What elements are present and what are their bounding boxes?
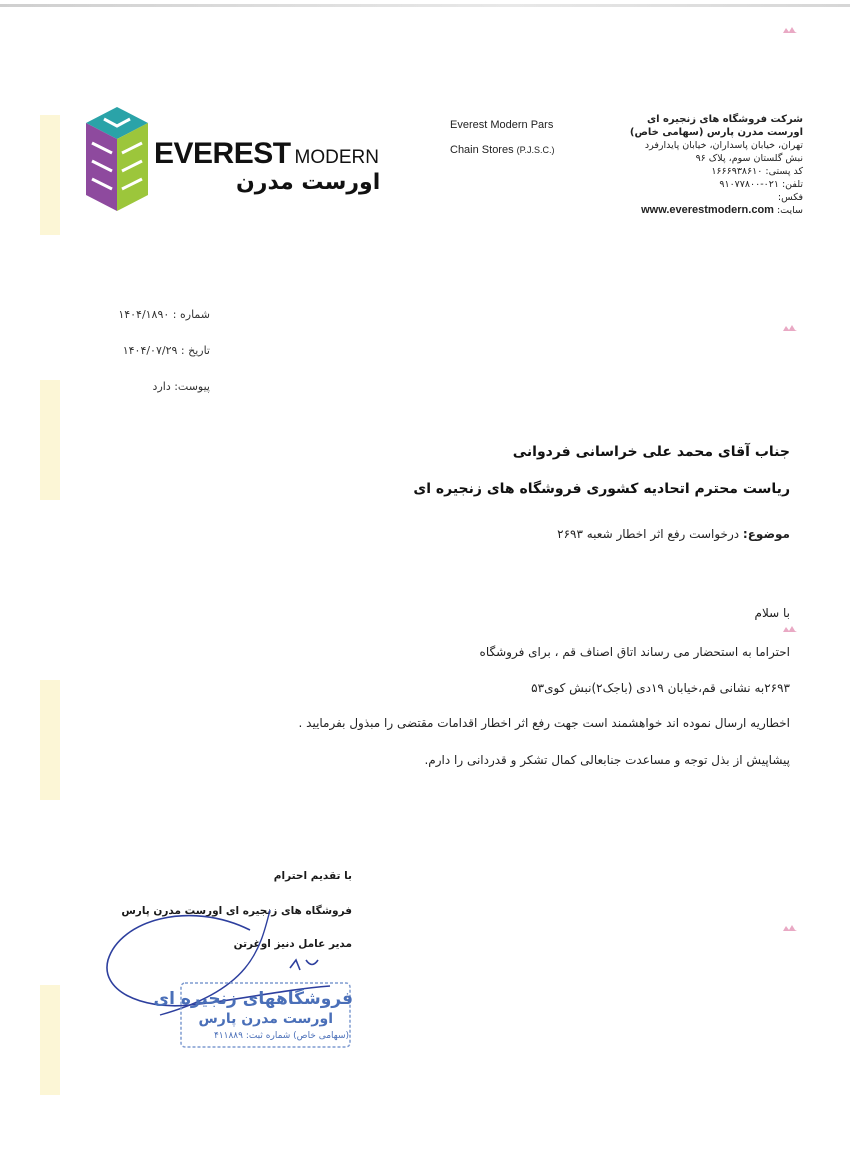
company-en-line2: Chain Stores (P.J.S.C.): [450, 144, 555, 156]
company-logo: [84, 105, 381, 215]
company-website: www.everestmodern.com: [641, 204, 774, 216]
body-paragraph-1: احتراما به استحضار می رساند اتاق اصناف قم ، برای فروشگاه: [479, 645, 790, 659]
company-postal-code: کد پستی: ۱۶۶۶۹۳۸۶۱۰: [711, 166, 803, 177]
stamp-line3: (سهامی خاص) شماره ثبت: ۴۱۱۸۸۹: [213, 1031, 349, 1041]
company-address-line1: تهران، خیابان پاسداران، خیابان پایدارفرد: [644, 140, 803, 151]
recipient-title: ریاست محترم اتحادیه کشوری فروشگاه های زنجیره ای: [413, 481, 790, 497]
company-address-line2: نبش گلستان سوم، پلاک ۹۶: [695, 153, 803, 164]
punch-mark-icon: [782, 324, 798, 332]
company-fax: فکس:: [777, 192, 803, 203]
stamp-line2: اورست مدرن پارس: [198, 1011, 333, 1027]
signatory-role: مدیر عامل دنیز اوغرتن: [233, 938, 352, 950]
company-fa-name1: شرکت فروشگاه های زنجیره ای: [646, 114, 803, 125]
closing-phrase: با تقدیم احترام: [273, 870, 352, 882]
logo-persian-text: اورست مدرن: [236, 170, 381, 195]
logo-modern-text: MODERN: [294, 147, 379, 168]
company-fa-name2: اورست مدرن پارس (سهامی خاص): [629, 127, 803, 138]
page-edge-shadow: [0, 4, 850, 7]
body-paragraph-3: اخطاریه ارسال نموده اند خواهشمند است جهت رفع اثر اخطار اقدامات مقتضی را مبذول بفرمایید .: [298, 716, 790, 730]
addressee: جناب آقای محمد علی خراسانی فردوانی: [512, 444, 790, 460]
everest-cube-logo-icon: [84, 105, 150, 213]
company-stamp: [153, 975, 353, 1050]
company-en-line1: Everest Modern Pars: [450, 119, 554, 131]
body-paragraph-2: ۲۶۹۳به نشانی قم،خیابان ۱۹دی (باجک۲)نبش کوی۵۳: [531, 681, 790, 695]
company-info-persian: [603, 113, 803, 217]
punch-mark-icon: [782, 26, 798, 34]
greeting: با سلام: [754, 606, 790, 620]
company-en-suffix: (P.J.S.C.): [516, 145, 555, 155]
company-website-row: سایت: www.everestmodern.com: [641, 204, 803, 216]
punch-mark-icon: [782, 625, 798, 633]
body-paragraph-4: پیشاپیش از بذل توجه و مساعدت جنابعالی کمال تشکر و قدردانی را دارم.: [424, 753, 790, 767]
margin-highlight: [40, 115, 60, 235]
margin-highlight: [40, 680, 60, 800]
letter-attachment: پیوست: دارد: [152, 380, 210, 393]
logo-wordmark: [154, 137, 379, 171]
subject-label: موضوع:: [742, 527, 790, 541]
letter-date: تاریخ : ۱۴۰۴/۰۷/۲۹: [122, 344, 210, 357]
subject-text: درخواست رفع اثر اخطار شعبه ۲۶۹۳: [557, 527, 743, 541]
company-name-english: [450, 113, 555, 163]
logo-everest-text: EVEREST: [154, 137, 291, 170]
letter-meta: [100, 297, 210, 405]
company-phone: تلفن: ۰۲۱-۹۱۰۷۷۸۰۰: [719, 179, 803, 190]
letter-subject: [557, 527, 790, 541]
stamp-line1: فروشگاههای زنجیره ای: [153, 989, 353, 1009]
margin-highlight: [40, 985, 60, 1095]
punch-mark-icon: [782, 924, 798, 932]
letter-number: شماره : ۱۴۰۴/۱۸۹۰: [118, 308, 210, 321]
margin-highlight: [40, 380, 60, 500]
signatory-company: فروشگاه های زنجیره ای اورست مدرن پارس: [121, 905, 352, 917]
